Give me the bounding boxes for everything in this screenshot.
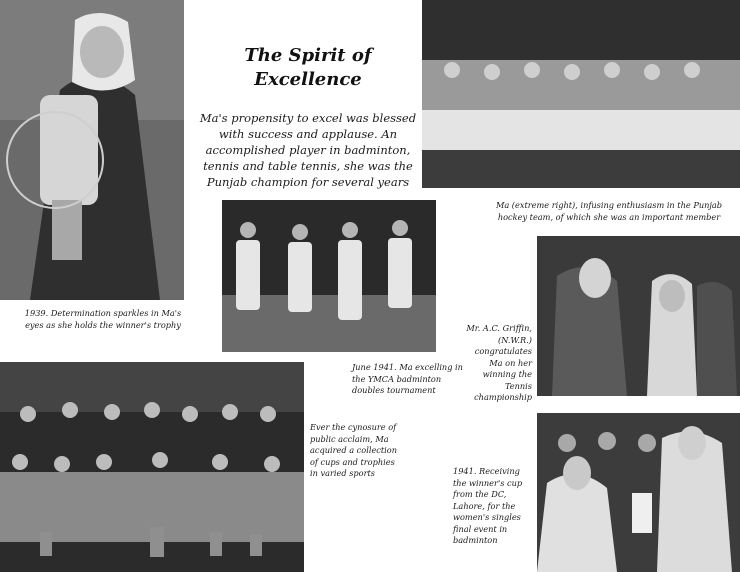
photo-ymca-badminton xyxy=(222,200,436,352)
caption-cynosure: Ever the cynosure of public acclaim, Ma acquired a collection of cups and trophies in varied sports xyxy=(310,422,397,478)
page-title: The Spirit of Excellence xyxy=(244,45,372,90)
photo-griffin xyxy=(537,236,740,396)
photo-trophy-portrait xyxy=(0,0,184,300)
caption-trophy-1939: 1939. Determination sparkles in Ma's eyes as she holds the winner's trophy xyxy=(24,308,182,330)
caption-hockey-team: Ma (extreme right), infusing enthusiasm in the Punjab hockey team, of which she was an important member xyxy=(495,200,723,222)
caption-dc-cup-1941: 1941. Receiving the winner's cup from the DC, Lahore, for the women's singles final event in badminton xyxy=(453,466,523,545)
caption-griffin: Mr. A.C. Griffin, (N.W.R.) congratulates Ma on her winning the Tennis championship xyxy=(466,323,532,402)
intro-paragraph: Ma's propensity to excel was blessed with success and applause. An accomplished player in badminton, tennis and table tennis, she was the Punjab champion for several years xyxy=(199,111,417,189)
photo-dc-cup xyxy=(537,413,740,572)
photo-trophy-group xyxy=(0,362,304,572)
photo-hockey-team xyxy=(422,0,740,188)
caption-ymca-1941: June 1941. Ma excelling in the YMCA badminton doubles tournament xyxy=(352,362,463,395)
